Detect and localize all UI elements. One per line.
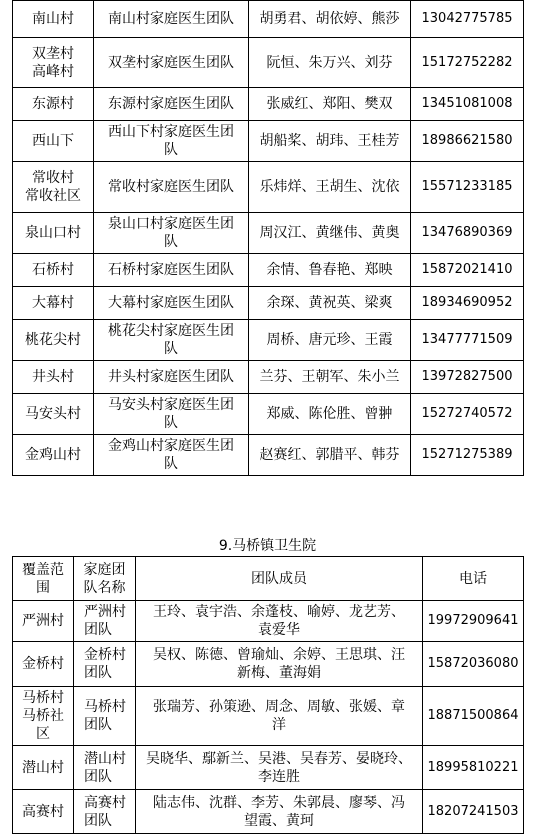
team-cell (94, 320, 249, 361)
phone-cell: 13476890369 (411, 213, 524, 254)
table-row (13, 254, 524, 287)
village-line: 常收社区 (25, 188, 81, 204)
members-cell (249, 254, 411, 287)
phone-cell: 13451081008 (411, 88, 524, 121)
team-cell (94, 361, 249, 394)
village-line: 金桥村 (22, 656, 64, 672)
members-line: 洋 (272, 717, 286, 733)
table-row (13, 162, 524, 213)
team-line: 团队 (84, 812, 112, 829)
members-line: 余琛、黄祝英、梁爽 (266, 295, 393, 311)
village-cell (13, 790, 74, 834)
village-line: 高赛村 (22, 803, 64, 820)
village-cell (13, 88, 94, 121)
team-line: 团队 (84, 768, 112, 785)
village-cell (13, 287, 94, 320)
members-line: 新梅、董海娟 (237, 665, 321, 681)
members-line: 兰芬、王朝军、朱小兰 (259, 369, 400, 385)
table-row (13, 642, 524, 687)
header-team-name (74, 557, 136, 601)
village-line: 石桥村 (32, 262, 74, 278)
table-row (13, 435, 524, 476)
members-cell (249, 213, 411, 254)
members-line: 望霞、黄珂 (244, 812, 314, 829)
team-line: 大幕村家庭医生团队 (108, 295, 234, 311)
members-cell (249, 394, 411, 435)
table-row (13, 121, 524, 162)
village-line: 桃花尖村 (25, 332, 81, 348)
members-cell (249, 361, 411, 394)
team-line: 团队 (84, 717, 112, 733)
team-line: 队 (164, 234, 178, 250)
team-line: 队 (164, 341, 178, 357)
team-cell (94, 88, 249, 121)
team-line: 双垄村家庭医生团队 (108, 54, 234, 71)
members-line: 胡勇君、胡依婷、熊莎 (259, 11, 400, 27)
header-phone: 电话 (423, 557, 524, 601)
village-cell (13, 746, 74, 790)
members-line: 乐炜烊、王胡生、沈依 (259, 179, 400, 195)
members-line: 余情、鲁春艳、郑映 (266, 262, 393, 278)
header-coverage (13, 557, 74, 601)
village-cell (13, 121, 94, 162)
village-cell (13, 254, 94, 287)
team-cell (94, 1, 249, 38)
village-cell (13, 213, 94, 254)
members-line: 张瑞芳、孙策逊、周念、周敏、张媛、章 (153, 699, 405, 715)
team-cell (74, 746, 136, 790)
village-cell (13, 320, 94, 361)
phone-cell: 13972827500 (411, 361, 524, 394)
village-cell (13, 435, 94, 476)
members-cell (249, 162, 411, 213)
village-line: 马桥村 (22, 690, 64, 706)
members-line: 吴晓华、鄢新兰、吴港、吴春芳、晏晓玲、 (146, 750, 412, 767)
members-cell (136, 790, 423, 834)
village-team-table-2 (12, 556, 524, 834)
members-line: 王玲、袁宇浩、余蓬枝、喻婷、龙艺芳、 (153, 604, 405, 620)
village-cell (13, 394, 94, 435)
village-line: 泉山口村 (25, 225, 81, 241)
team-line: 常收村家庭医生团队 (108, 179, 234, 195)
team-line: 金鸡山村家庭医生团 (108, 438, 234, 454)
village-cell (13, 1, 94, 38)
members-line: 张威红、郑阳、樊双 (266, 96, 393, 112)
village-line: 金鸡山村 (25, 447, 81, 463)
team-line: 严洲村 (84, 604, 126, 620)
phone-cell: 13477771509 (411, 320, 524, 361)
table-row (13, 88, 524, 121)
village-line: 西山下 (32, 133, 74, 149)
village-cell (13, 687, 74, 746)
header-row (13, 557, 524, 601)
village-line: 马安头村 (25, 406, 81, 422)
team-line: 团队 (84, 665, 112, 681)
table-row (13, 790, 524, 834)
members-cell (249, 38, 411, 88)
team-line: 桃花尖村家庭医生团 (108, 323, 234, 339)
phone-cell: 15172752282 (411, 38, 524, 88)
village-line: 井头村 (32, 369, 74, 385)
team-line: 东源村家庭医生团队 (108, 96, 234, 112)
village-line: 东源村 (32, 96, 74, 112)
team-line: 马安头村家庭医生团 (108, 397, 234, 413)
village-line: 常收村 (32, 170, 74, 186)
phone-cell: 15571233185 (411, 162, 524, 213)
members-cell (249, 287, 411, 320)
members-line: 陆志伟、沈群、李芳、朱郭晨、廖琴、冯 (153, 794, 405, 811)
team-line: 金桥村 (84, 647, 126, 663)
village-line: 高峰村 (32, 63, 74, 80)
members-line: 袁爱华 (258, 622, 300, 638)
village-cell (13, 38, 94, 88)
team-cell (94, 121, 249, 162)
section-title: 9.马桥镇卫生院 (218, 538, 317, 554)
header-team-name-line: 家庭团 (83, 561, 126, 578)
members-cell (249, 121, 411, 162)
members-cell (136, 601, 423, 642)
phone-cell: 15872036080 (423, 642, 524, 687)
phone-cell: 19972909641 (423, 601, 524, 642)
phone-cell: 15872021410 (411, 254, 524, 287)
team-cell (74, 601, 136, 642)
village-cell (13, 601, 74, 642)
phone-cell: 13042775785 (411, 1, 524, 38)
team-line: 马桥村 (84, 699, 126, 715)
members-cell (249, 1, 411, 38)
team-line: 潜山村 (84, 750, 126, 767)
table-row (13, 746, 524, 790)
team-cell (94, 435, 249, 476)
header-coverage-line: 围 (36, 579, 50, 596)
members-line: 李连胜 (258, 768, 300, 785)
phone-cell: 18207241503 (423, 790, 524, 834)
team-cell (94, 254, 249, 287)
village-line: 双垄村 (32, 45, 74, 62)
team-line: 南山村家庭医生团队 (108, 11, 234, 27)
table-row (13, 687, 524, 746)
village-line: 严洲村 (22, 613, 64, 629)
team-cell (74, 687, 136, 746)
team-cell (94, 287, 249, 320)
members-line: 周汉江、黄继伟、黄奥 (259, 225, 400, 241)
table-row (13, 1, 524, 38)
phone-cell: 18871500864 (423, 687, 524, 746)
header-members: 团队成员 (136, 557, 423, 601)
members-line: 郑威、陈伦胜、曾翀 (266, 406, 393, 422)
table-row (13, 287, 524, 320)
members-cell (249, 320, 411, 361)
members-line: 胡船桨、胡玮、王桂芳 (259, 133, 400, 149)
table-row (13, 38, 524, 88)
members-cell (136, 687, 423, 746)
team-cell (94, 213, 249, 254)
members-cell (136, 642, 423, 687)
header-coverage-line: 覆盖范 (22, 561, 64, 578)
team-line: 队 (164, 415, 178, 431)
phone-cell: 18986621580 (411, 121, 524, 162)
village-cell (13, 642, 74, 687)
members-cell (136, 746, 423, 790)
table-row (13, 601, 524, 642)
team-cell (74, 642, 136, 687)
team-line: 泉山口村家庭医生团 (108, 216, 234, 232)
table-2-body (13, 557, 524, 834)
members-cell (249, 435, 411, 476)
village-cell (13, 361, 94, 394)
members-line: 阮恒、朱万兴、刘芬 (266, 54, 393, 71)
village-team-table-1 (12, 0, 524, 476)
team-cell (94, 162, 249, 213)
team-line: 石桥村家庭医生团队 (108, 262, 234, 278)
phone-cell: 18995810221 (423, 746, 524, 790)
table-row (13, 213, 524, 254)
team-line: 队 (164, 456, 178, 472)
village-line: 马桥社 (22, 708, 64, 724)
members-cell (249, 88, 411, 121)
team-cell (94, 38, 249, 88)
table-1-body (13, 1, 524, 476)
team-line: 团队 (84, 622, 112, 638)
phone-cell: 18934690952 (411, 287, 524, 320)
team-line: 井头村家庭医生团队 (108, 369, 234, 385)
village-cell (13, 162, 94, 213)
members-line: 赵赛红、郭腊平、韩芬 (259, 447, 400, 463)
village-line: 大幕村 (32, 295, 74, 311)
phone-cell: 15272740572 (411, 394, 524, 435)
team-line: 高赛村 (84, 794, 126, 811)
village-line: 潜山村 (22, 759, 64, 776)
table-row (13, 361, 524, 394)
village-line: 区 (36, 726, 50, 742)
members-line: 周桥、唐元珍、王霞 (266, 332, 393, 348)
table-row (13, 394, 524, 435)
team-cell (94, 394, 249, 435)
team-cell (74, 790, 136, 834)
members-line: 吴权、陈德、曾瑜灿、余婷、王思琪、汪 (153, 647, 405, 663)
header-team-name-line: 队名称 (83, 579, 126, 596)
team-line: 队 (164, 142, 178, 158)
village-line: 南山村 (32, 11, 74, 27)
team-line: 西山下村家庭医生团 (108, 124, 234, 140)
phone-cell: 15271275389 (411, 435, 524, 476)
table-row (13, 320, 524, 361)
